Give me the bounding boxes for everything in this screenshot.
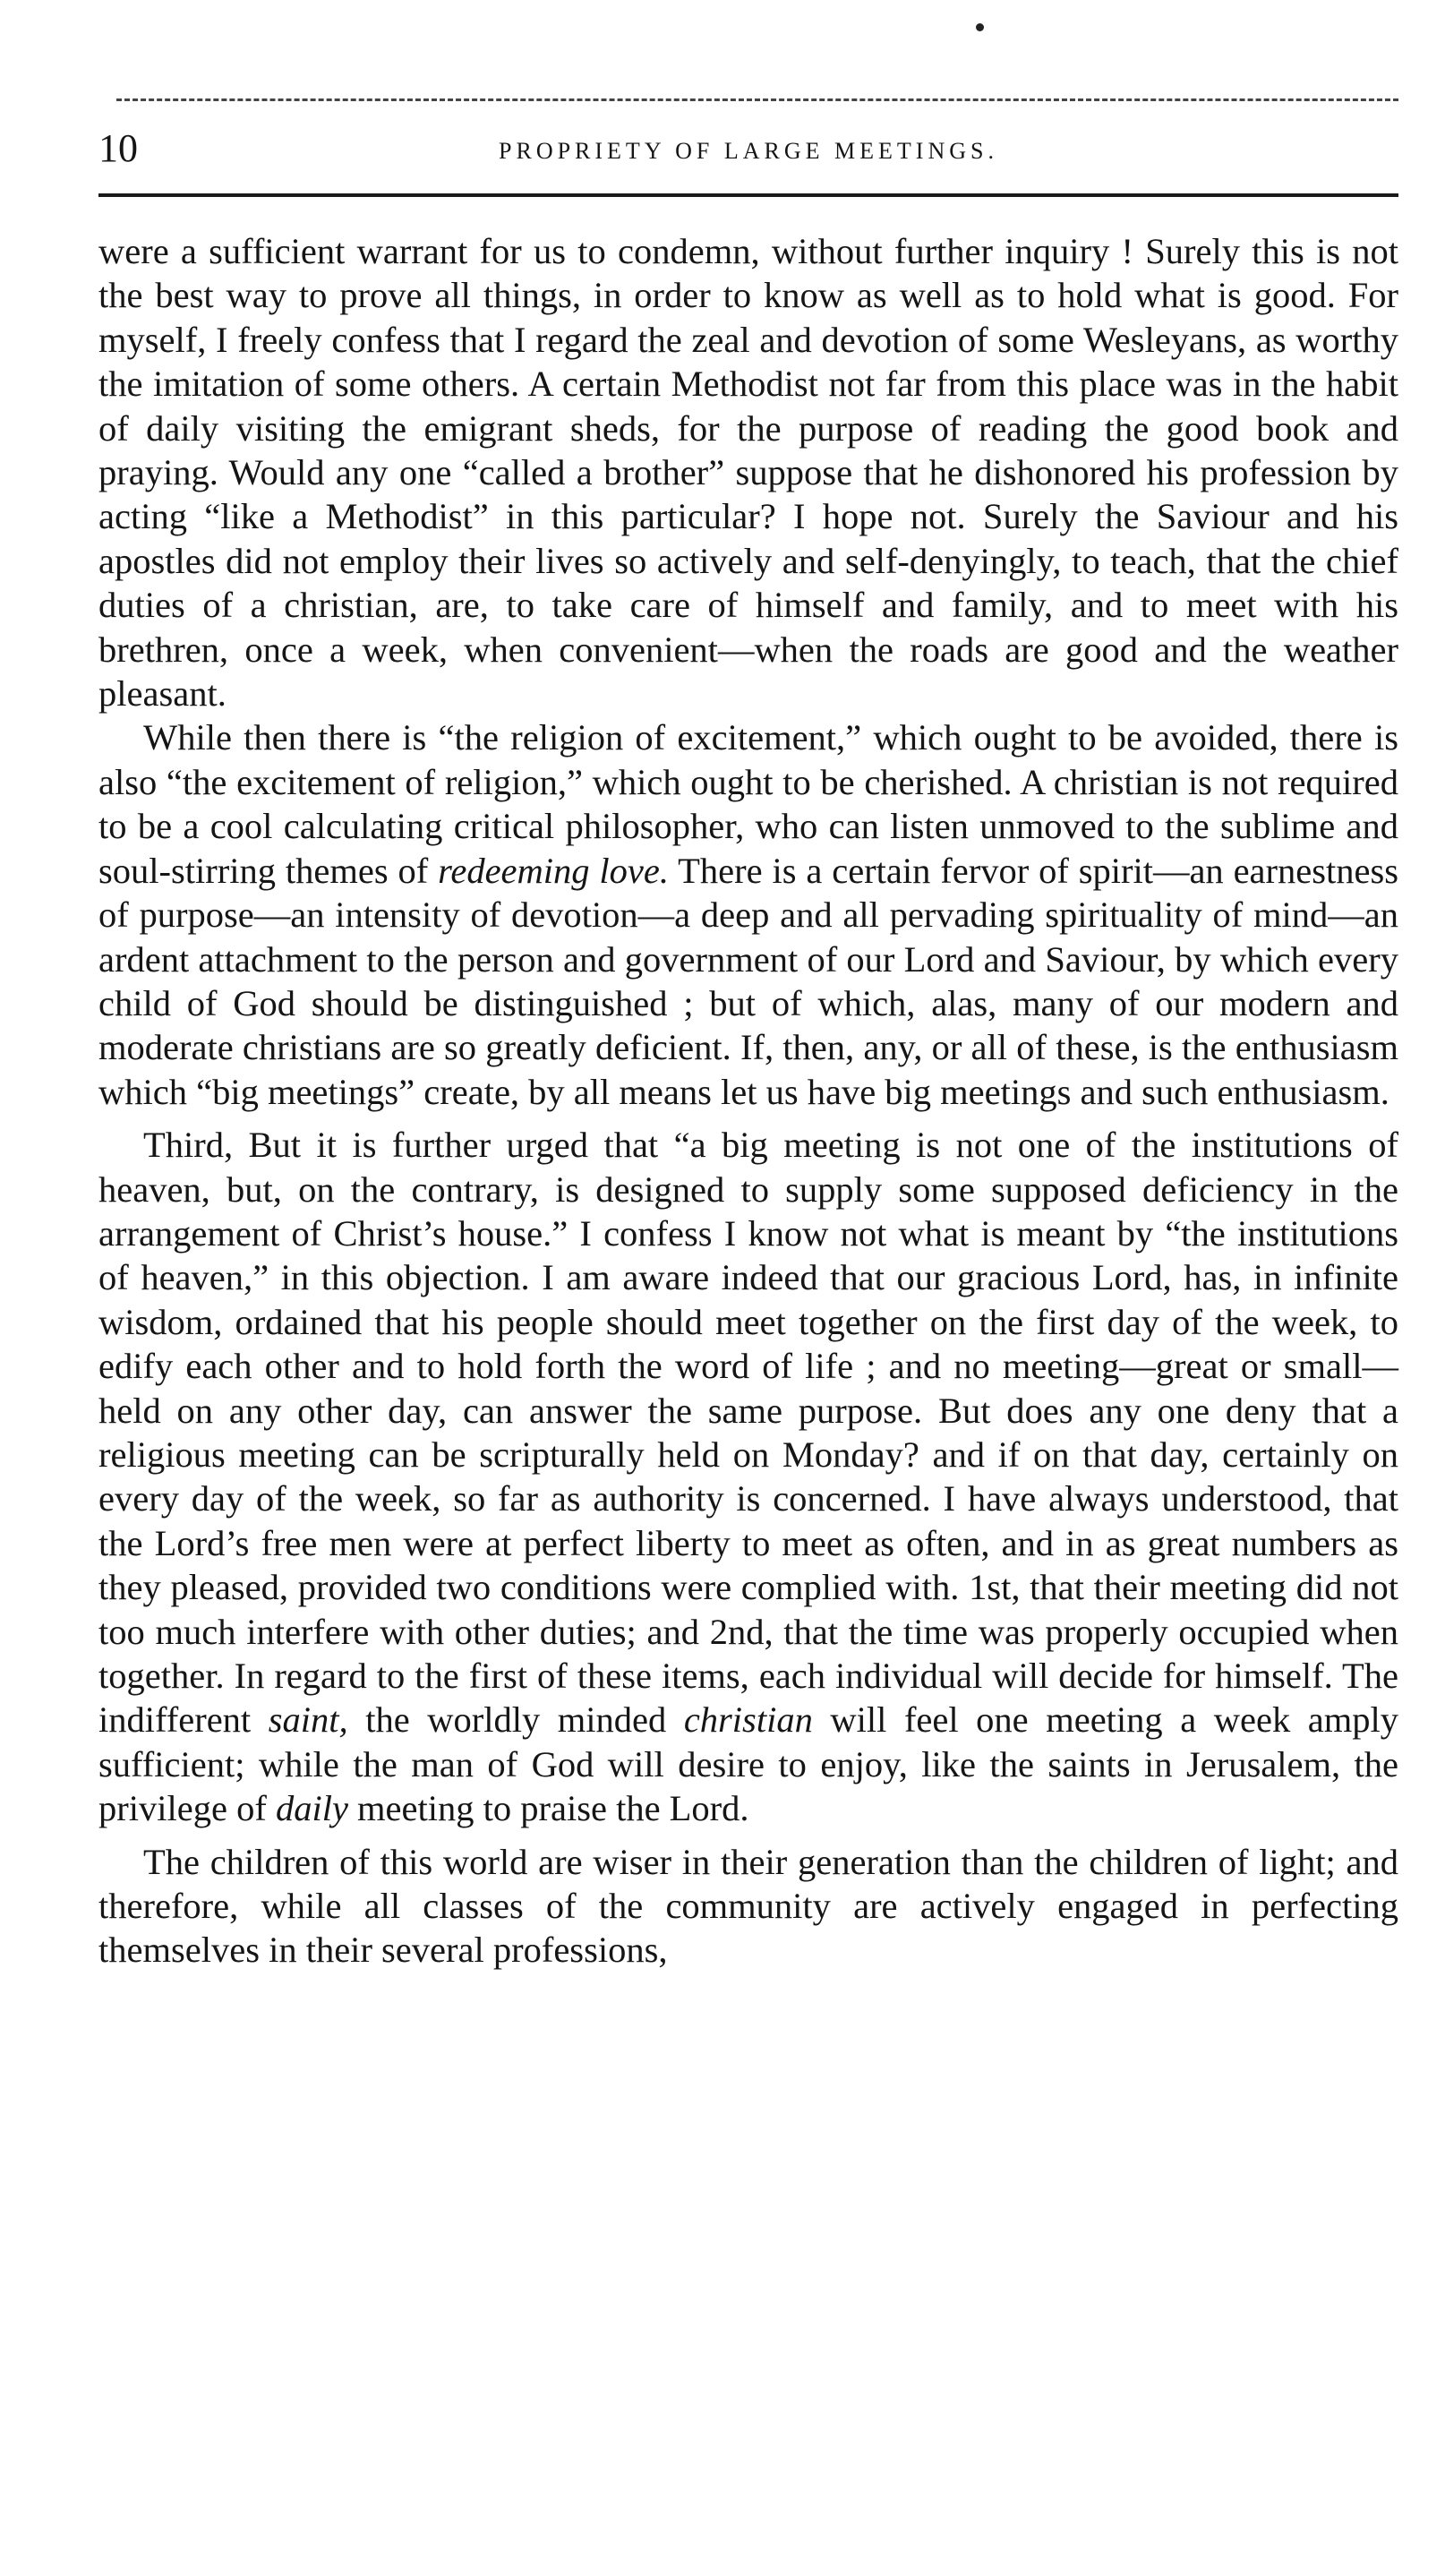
- text-run: will feel one meeting a week amply sufficient; while the man of God will desire to enjoy, like the saints in Jerusalem, the privilege of: [98, 1699, 1398, 1829]
- italic-run: redeeming love.: [438, 850, 669, 891]
- running-head: PROPRIETY OF LARGE MEETINGS.: [499, 138, 998, 164]
- page-number: 10: [98, 126, 138, 170]
- page-header: [98, 122, 1398, 175]
- paragraph-continuation: [98, 229, 1398, 715]
- italic-run: saint,: [268, 1699, 348, 1741]
- top-dashed-rule: [116, 98, 1398, 101]
- body-text: [98, 229, 1398, 1973]
- text-run: Third, But it is further urged that “a big meeting is not one of the institutions of heaven, but, on the contrary, is designed to supply some supposed deficiency in the arrangement of Christ’s house.” I confess I know not what is meant by “the institutions of heaven,” in this objection. I am aware indeed that our gracious Lord, has, in infinite wisdom, ordained that his people should meet together on the first day of the week, to edify each other and to hold forth the word of life ; and no meeting—great or small—held on any other day, can answer the same purpose. But does any one deny that a religious meeting can be scripturally held on Monday? and if on that day, certainly on every day of the week, so far as authority is concerned. I have always understood, that the Lord’s free men were at perfect liberty to meet as often, and in as great numbers as they pleased, provided two conditions were complied with. 1st, that their meeting did not too much interfere with other duties; and 2nd, that the time was properly occupied when together. In regard to the first of these items, each individual will decide for himself. The indifferent: [98, 1125, 1398, 1741]
- ink-dot: [976, 23, 984, 31]
- text-run: the worldly minded: [347, 1699, 684, 1741]
- italic-run: daily: [275, 1788, 348, 1829]
- text-run: The children of this world are wiser in their generation than the children of light; and therefore, while all classes of the community are actively engaged in perfecting themselves in their several professions,: [98, 1841, 1398, 1971]
- paragraph-children-of-world: [98, 1840, 1398, 1973]
- text-run: There is a certain fervor of spirit—an earnestness of purpose—an intensity of devotion—a deep and all pervading spirituality of mind—an ardent attachment to the person and government of our Lord and Saviour, by which every child of God should be distinguished ; but of which, alas, many of our modern and moderate christians are so greatly deficient. If, then, any, or all of these, is the enthusiasm which “big meetings” create, by all means let us have big meetings and such enthusiasm.: [98, 850, 1398, 1112]
- paragraph-excitement: [98, 715, 1398, 1114]
- text-run: meeting to praise the Lord.: [347, 1788, 749, 1829]
- italic-run: christian: [683, 1699, 813, 1741]
- header-rule: [98, 193, 1398, 197]
- text-run: While then there is “the religion of excitement,” which ought to be avoided, there is also “the excitement of religion,” which ought to be cherished. A christian is not required to be a cool calculating critical philosopher, who can listen unmoved to the sublime and soul-stirring themes of: [98, 717, 1398, 891]
- paragraph-third-objection: [98, 1123, 1398, 1831]
- text-run: were a sufficient warrant for us to condemn, without further inquiry ! Surely this is not the best way to prove all things, in order to know as well as to hold what is good. For myself, I freely confess that I regard the zeal and devotion of some Wesleyans, as worthy the imitation of some others. A certain Methodist not far from this place was in the habit of daily visiting the emigrant sheds, for the purpose of reading the good book and praying. Would any one “called a brother” suppose that he dishonored his profession by acting “like a Methodist” in this particular? I hope not. Surely the Saviour and his apostles did not employ their lives so actively and self-denyingly, to teach, that the chief duties of a christian, are, to take care of himself and family, and to meet with his brethren, once a week, when convenient—when the roads are good and the weather pleasant.: [98, 231, 1398, 715]
